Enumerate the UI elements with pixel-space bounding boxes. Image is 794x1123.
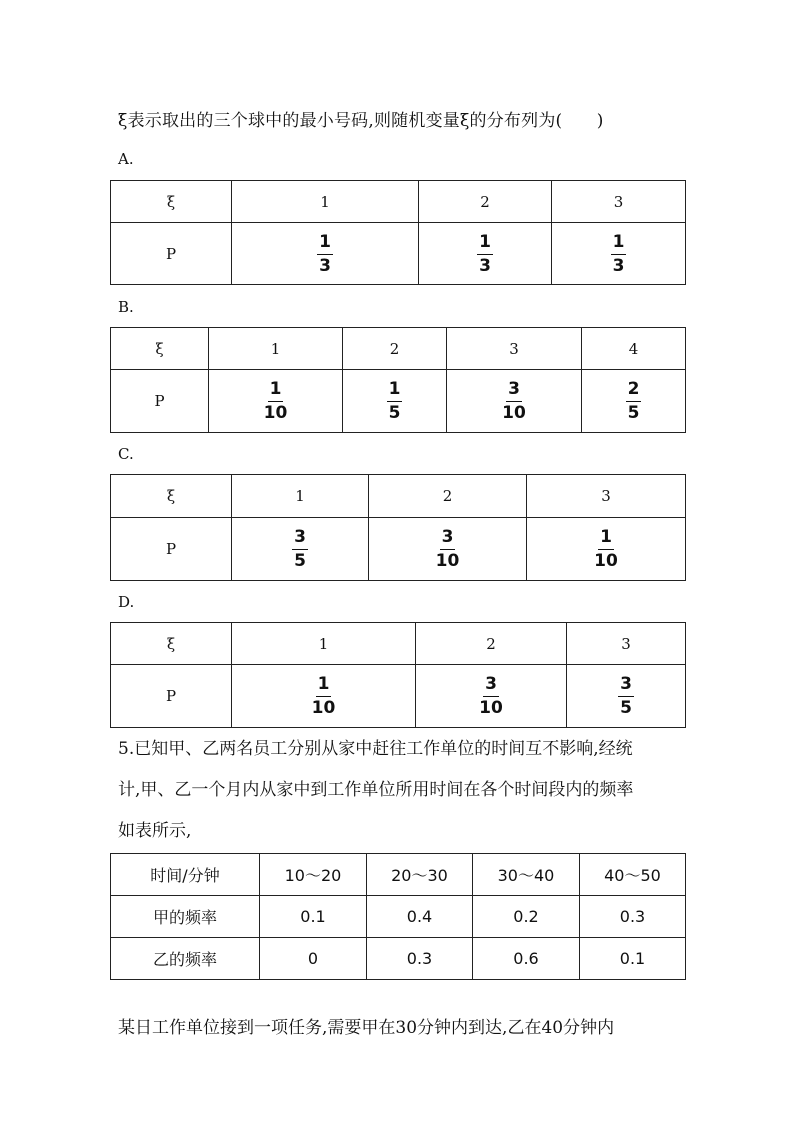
row-label: P xyxy=(111,665,232,728)
probability-fraction: $\frac{1}{3}$ xyxy=(319,231,331,276)
frequency-table xyxy=(110,853,686,980)
header-cell: 2 xyxy=(419,181,552,223)
probability-fraction: $\frac{3}{5}$ xyxy=(294,527,306,571)
header-cell: 3 xyxy=(527,475,686,518)
problem5-line3: 如表所示, xyxy=(118,821,192,841)
probability-fraction: $\frac{1}{3}$ xyxy=(479,231,491,276)
header-cell: 2 xyxy=(416,623,567,665)
table-cell: 0.1 xyxy=(580,938,686,980)
header-cell: ξ xyxy=(111,328,209,370)
option-d-table xyxy=(110,622,686,728)
probability-fraction: $\frac{3}{10}$ xyxy=(502,379,526,423)
row-label: P xyxy=(111,223,232,285)
problem5-line4: 某日工作单位接到一项任务,需要甲在30分钟内到达,乙在40分钟内 xyxy=(118,1018,615,1038)
header-cell: 2 xyxy=(369,475,527,518)
table-cell: 0.4 xyxy=(367,896,473,938)
table-cell: 0 xyxy=(260,938,367,980)
problem5-line2: 计,甲、乙一个月内从家中到工作单位所用时间在各个时间段内的频率 xyxy=(118,780,634,800)
table-cell: 0.6 xyxy=(473,938,580,980)
row-label: P xyxy=(111,370,209,433)
header-cell: 1 xyxy=(209,328,343,370)
probability-fraction: $\frac{3}{5}$ xyxy=(620,674,632,718)
header-cell: 40～50 xyxy=(580,854,686,896)
probability-fraction: $\frac{2}{5}$ xyxy=(627,379,640,423)
row-label: P xyxy=(111,518,232,581)
header-cell: ξ xyxy=(111,181,232,223)
option-c-table xyxy=(110,474,686,581)
probability-fraction: $\frac{1}{5}$ xyxy=(388,379,401,423)
probability-fraction: $\frac{1}{10}$ xyxy=(311,674,336,718)
probability-fraction: $\frac{1}{10}$ xyxy=(263,379,288,423)
probability-fraction: $\frac{1}{3}$ xyxy=(612,231,625,276)
option-b-table xyxy=(110,327,686,433)
option-c-label: C. xyxy=(118,445,134,463)
option-b-label: B. xyxy=(118,298,134,316)
header-cell: ξ xyxy=(111,475,232,518)
probability-fraction: $\frac{1}{10}$ xyxy=(594,527,618,571)
header-cell: 4 xyxy=(582,328,686,370)
question-intro: ξ表示取出的三个球中的最小号码,则随机变量ξ的分布列为( ) xyxy=(118,111,604,131)
header-cell: 1 xyxy=(232,623,416,665)
probability-fraction: $\frac{3}{10}$ xyxy=(435,527,460,571)
header-cell: 30～40 xyxy=(473,854,580,896)
header-cell: 2 xyxy=(343,328,447,370)
table-row xyxy=(111,938,686,980)
header-cell: 3 xyxy=(552,181,686,223)
header-cell: 20～30 xyxy=(367,854,473,896)
table-row xyxy=(111,896,686,938)
header-cell: ξ xyxy=(111,623,232,665)
header-cell: 1 xyxy=(232,475,369,518)
option-a-table xyxy=(110,180,686,285)
header-cell: 3 xyxy=(447,328,582,370)
table-cell: 0.2 xyxy=(473,896,580,938)
table-cell: 0.3 xyxy=(580,896,686,938)
row-label: 乙的频率 xyxy=(111,938,260,980)
table-cell: 0.1 xyxy=(260,896,367,938)
option-a-label: A. xyxy=(118,150,134,168)
header-cell: 3 xyxy=(567,623,686,665)
header-cell: 时间/分钟 xyxy=(111,854,260,896)
problem5-line1: 5.已知甲、乙两名员工分别从家中赶往工作单位的时间互不影响,经统 xyxy=(118,739,633,759)
probability-fraction: $\frac{3}{10}$ xyxy=(479,674,503,718)
table-cell: 0.3 xyxy=(367,938,473,980)
header-cell: 1 xyxy=(232,181,419,223)
row-label: 甲的频率 xyxy=(111,896,260,938)
option-d-label: D. xyxy=(118,593,135,611)
header-cell: 10～20 xyxy=(260,854,367,896)
